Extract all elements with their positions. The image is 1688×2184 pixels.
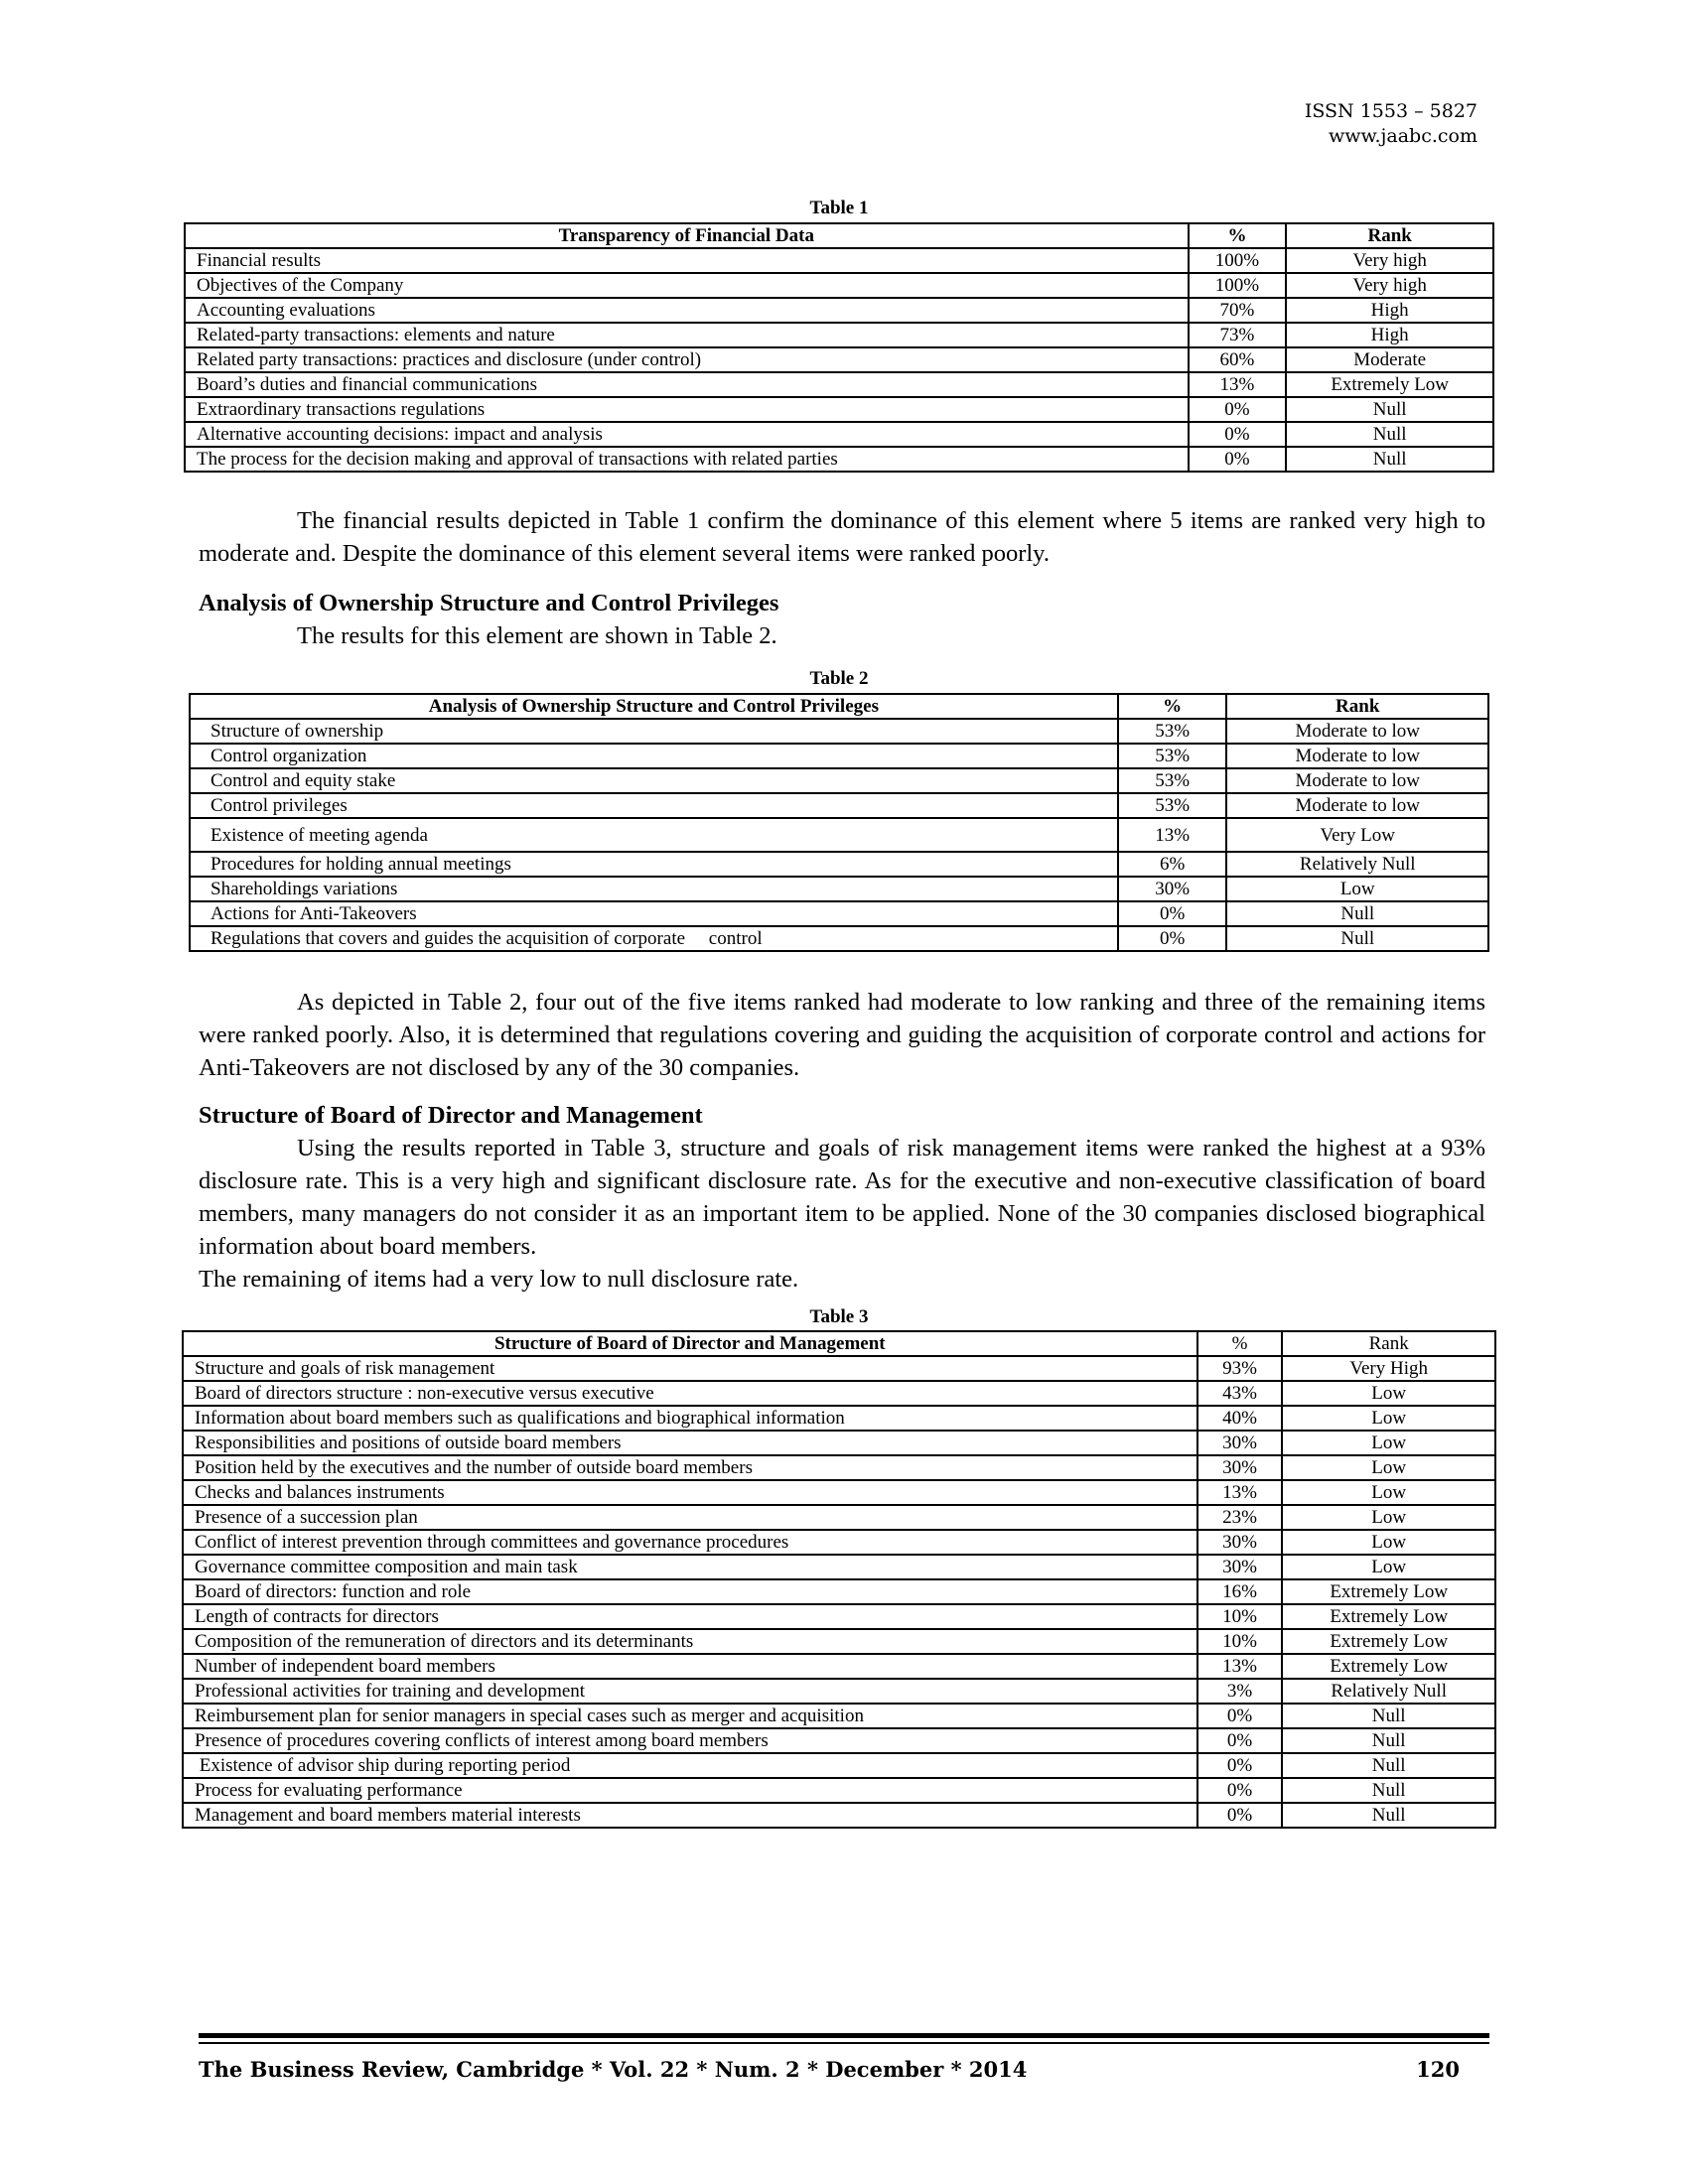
cell-item: Management and board members material interests	[183, 1803, 1197, 1828]
table-row	[185, 347, 1493, 372]
table-row	[183, 1753, 1495, 1778]
cell-rank: Low	[1282, 1431, 1495, 1455]
cell-item: Professional activities for training and development	[183, 1679, 1197, 1704]
table-row	[183, 1679, 1495, 1704]
table2-head-item: Analysis of Ownership Structure and Control Privileges	[190, 694, 1118, 719]
cell-percent: 0%	[1189, 422, 1287, 447]
cell-percent: 0%	[1118, 901, 1227, 926]
cell-item: Process for evaluating performance	[183, 1778, 1197, 1803]
table-row	[190, 768, 1488, 793]
cell-item: Number of independent board members	[183, 1654, 1197, 1679]
cell-percent: 0%	[1197, 1803, 1283, 1828]
cell-percent: 30%	[1197, 1555, 1283, 1579]
footer-rule-thin	[199, 2042, 1489, 2044]
cell-item: Board of directors: function and role	[183, 1579, 1197, 1604]
cell-percent: 3%	[1197, 1679, 1283, 1704]
table2	[189, 693, 1489, 952]
cell-item: Related-party transactions: elements and nature	[185, 323, 1189, 347]
table-row	[183, 1480, 1495, 1505]
cell-item: Extraordinary transactions regulations	[185, 397, 1189, 422]
table-row	[183, 1704, 1495, 1728]
cell-item: Regulations that covers and guides the acquisition of corporate control	[190, 926, 1118, 951]
table-row	[185, 372, 1493, 397]
cell-percent: 40%	[1197, 1406, 1283, 1431]
cell-percent: 53%	[1118, 768, 1227, 793]
cell-percent: 13%	[1189, 372, 1287, 397]
cell-rank: Low	[1282, 1530, 1495, 1555]
cell-percent: 73%	[1189, 323, 1287, 347]
cell-rank: Null	[1282, 1778, 1495, 1803]
cell-item: Shareholdings variations	[190, 877, 1118, 901]
cell-rank: Low	[1282, 1480, 1495, 1505]
cell-percent: 0%	[1197, 1728, 1283, 1753]
cell-percent: 53%	[1118, 719, 1227, 744]
cell-percent: 30%	[1197, 1530, 1283, 1555]
cell-rank: Extremely Low	[1282, 1629, 1495, 1654]
cell-item: Length of contracts for directors	[183, 1604, 1197, 1629]
table-row	[183, 1455, 1495, 1480]
table-row	[190, 793, 1488, 818]
table-row	[185, 422, 1493, 447]
table3-head-rank: Rank	[1282, 1331, 1495, 1356]
section-heading-board: Structure of Board of Director and Management	[199, 1102, 703, 1129]
cell-rank: Null	[1282, 1803, 1495, 1828]
cell-rank: Low	[1282, 1406, 1495, 1431]
cell-percent: 70%	[1189, 298, 1287, 323]
table3-header-row	[183, 1331, 1495, 1356]
cell-percent: 13%	[1118, 818, 1227, 852]
paragraph-text-continued: The remaining of items had a very low to null disclosure rate.	[199, 1266, 799, 1293]
table3-caption: Table 3	[809, 1306, 869, 1327]
table-row	[183, 1803, 1495, 1828]
page-footer	[199, 2057, 1460, 2082]
cell-percent: 53%	[1118, 744, 1227, 768]
cell-rank: Relatively Null	[1226, 852, 1488, 877]
cell-rank: Null	[1282, 1704, 1495, 1728]
table-row	[190, 926, 1488, 951]
table-row	[190, 744, 1488, 768]
section-heading-ownership: Analysis of Ownership Structure and Control Privileges	[199, 590, 779, 616]
cell-item: Structure of ownership	[190, 719, 1118, 744]
cell-item: Control privileges	[190, 793, 1118, 818]
table-row	[190, 818, 1488, 852]
cell-rank: Null	[1226, 926, 1488, 951]
table3-head-item: Structure of Board of Director and Management	[183, 1331, 1197, 1356]
cell-rank: Low	[1282, 1505, 1495, 1530]
cell-rank: Moderate to low	[1226, 768, 1488, 793]
cell-item: Responsibilities and positions of outside board members	[183, 1431, 1197, 1455]
table-row	[183, 1629, 1495, 1654]
paragraph-text: The financial results depicted in Table 1 confirm the dominance of this element where 5 items are ranked very high to moderate and. Despite the dominance of this element several items were ranked poorly.	[199, 507, 1485, 567]
cell-percent: 53%	[1118, 793, 1227, 818]
cell-percent: 16%	[1197, 1579, 1283, 1604]
paragraph-table2-intro	[199, 619, 1485, 652]
table-row	[185, 447, 1493, 472]
cell-rank: Null	[1286, 397, 1493, 422]
cell-rank: High	[1286, 298, 1493, 323]
cell-rank: Moderate	[1286, 347, 1493, 372]
cell-rank: Low	[1226, 877, 1488, 901]
cell-rank: Extremely Low	[1286, 372, 1493, 397]
cell-percent: 0%	[1118, 926, 1227, 951]
table-row	[183, 1604, 1495, 1629]
table-row	[190, 877, 1488, 901]
table-row	[185, 248, 1493, 273]
cell-item: Conflict of interest prevention through committees and governance procedures	[183, 1530, 1197, 1555]
cell-rank: Relatively Null	[1282, 1679, 1495, 1704]
cell-percent: 10%	[1197, 1604, 1283, 1629]
cell-item: Presence of a succession plan	[183, 1505, 1197, 1530]
cell-rank: Null	[1286, 422, 1493, 447]
table2-header-row	[190, 694, 1488, 719]
cell-percent: 10%	[1197, 1629, 1283, 1654]
cell-percent: 100%	[1189, 248, 1287, 273]
table-row	[183, 1356, 1495, 1381]
issn-number: ISSN 1553 – 5827	[1304, 100, 1477, 122]
cell-percent: 30%	[1197, 1455, 1283, 1480]
table2-head-rank: Rank	[1226, 694, 1488, 719]
cell-rank: Very high	[1286, 273, 1493, 298]
cell-item: Governance committee composition and main task	[183, 1555, 1197, 1579]
table-row	[183, 1530, 1495, 1555]
issn-block	[1305, 99, 1477, 149]
table-row	[185, 323, 1493, 347]
cell-rank: High	[1286, 323, 1493, 347]
cell-item: Composition of the remuneration of directors and its determinants	[183, 1629, 1197, 1654]
cell-rank: Null	[1282, 1753, 1495, 1778]
cell-rank: Very High	[1282, 1356, 1495, 1381]
table-row	[183, 1579, 1495, 1604]
page-number: 120	[1416, 2057, 1460, 2082]
table-row	[183, 1778, 1495, 1803]
cell-percent: 43%	[1197, 1381, 1283, 1406]
cell-item: Actions for Anti-Takeovers	[190, 901, 1118, 926]
table-row	[183, 1728, 1495, 1753]
table-row	[185, 397, 1493, 422]
cell-rank: Low	[1282, 1455, 1495, 1480]
cell-item: Procedures for holding annual meetings	[190, 852, 1118, 877]
cell-item: Existence of advisor ship during reporting period	[183, 1753, 1197, 1778]
cell-item: Alternative accounting decisions: impact and analysis	[185, 422, 1189, 447]
cell-rank: Low	[1282, 1555, 1495, 1579]
table-row	[185, 298, 1493, 323]
cell-percent: 0%	[1197, 1753, 1283, 1778]
cell-percent: 93%	[1197, 1356, 1283, 1381]
table-row	[183, 1505, 1495, 1530]
paragraph-text: The results for this element are shown in Table 2.	[297, 622, 777, 649]
cell-item: Accounting evaluations	[185, 298, 1189, 323]
cell-percent: 23%	[1197, 1505, 1283, 1530]
cell-percent: 13%	[1197, 1654, 1283, 1679]
cell-rank: Extremely Low	[1282, 1654, 1495, 1679]
table-row	[183, 1381, 1495, 1406]
cell-item: Control organization	[190, 744, 1118, 768]
journal-url: www.jaabc.com	[1328, 125, 1477, 147]
cell-item: Existence of meeting agenda	[190, 818, 1118, 852]
footer-rule-thick	[199, 2033, 1489, 2038]
cell-percent: 30%	[1197, 1431, 1283, 1455]
cell-item: Financial results	[185, 248, 1189, 273]
table-row	[190, 901, 1488, 926]
table-row	[183, 1406, 1495, 1431]
cell-rank: Null	[1286, 447, 1493, 472]
table1-head-rank: Rank	[1286, 223, 1493, 248]
cell-rank: Very Low	[1226, 818, 1488, 852]
cell-rank: Moderate to low	[1226, 719, 1488, 744]
cell-rank: Moderate to low	[1226, 744, 1488, 768]
table-row	[183, 1431, 1495, 1455]
footer-journal: The Business Review, Cambridge * Vol. 22 * Num. 2 * December * 2014	[199, 2057, 1028, 2082]
cell-percent: 100%	[1189, 273, 1287, 298]
table3-head-pct: %	[1197, 1331, 1283, 1356]
table-row	[190, 852, 1488, 877]
table-row	[190, 719, 1488, 744]
cell-item: Reimbursement plan for senior managers in special cases such as merger and acquisition	[183, 1704, 1197, 1728]
table2-head-pct: %	[1118, 694, 1227, 719]
paragraph-board-discussion	[199, 1132, 1485, 1296]
cell-percent: 13%	[1197, 1480, 1283, 1505]
cell-rank: Null	[1282, 1728, 1495, 1753]
cell-percent: 0%	[1197, 1704, 1283, 1728]
table2-caption: Table 2	[809, 668, 869, 689]
table-row	[183, 1654, 1495, 1679]
cell-item: Checks and balances instruments	[183, 1480, 1197, 1505]
cell-item: Presence of procedures covering conflicts of interest among board members	[183, 1728, 1197, 1753]
table1-head-pct: %	[1189, 223, 1287, 248]
table3	[182, 1330, 1496, 1829]
cell-percent: 6%	[1118, 852, 1227, 877]
paragraph-table1-discussion	[199, 504, 1485, 570]
paragraph-text: Using the results reported in Table 3, structure and goals of risk management items were ranked the highest at a 93% disclosure rate. This is a very high and significant disclosure rate. As for the executive and non-executive classification of board members, many managers do not consider it as an important item to be applied. None of the 30 companies disclosed biographical information about board members.	[199, 1135, 1485, 1260]
cell-rank: Extremely Low	[1282, 1604, 1495, 1629]
table-row	[183, 1555, 1495, 1579]
table-row	[185, 273, 1493, 298]
cell-item: The process for the decision making and approval of transactions with related parties	[185, 447, 1189, 472]
cell-item: Position held by the executives and the number of outside board members	[183, 1455, 1197, 1480]
cell-percent: 60%	[1189, 347, 1287, 372]
cell-item: Related party transactions: practices and disclosure (under control)	[185, 347, 1189, 372]
cell-rank: Very high	[1286, 248, 1493, 273]
paragraph-table2-discussion	[199, 986, 1485, 1084]
cell-rank: Null	[1226, 901, 1488, 926]
cell-item: Structure and goals of risk management	[183, 1356, 1197, 1381]
cell-percent: 0%	[1189, 447, 1287, 472]
cell-rank: Moderate to low	[1226, 793, 1488, 818]
table1-head-item: Transparency of Financial Data	[185, 223, 1189, 248]
cell-item: Objectives of the Company	[185, 273, 1189, 298]
cell-percent: 30%	[1118, 877, 1227, 901]
table1	[184, 222, 1494, 473]
cell-item: Board’s duties and financial communications	[185, 372, 1189, 397]
cell-percent: 0%	[1189, 397, 1287, 422]
cell-rank: Extremely Low	[1282, 1579, 1495, 1604]
table1-caption: Table 1	[809, 198, 869, 218]
cell-percent: 0%	[1197, 1778, 1283, 1803]
cell-item: Board of directors structure : non-executive versus executive	[183, 1381, 1197, 1406]
table1-header-row	[185, 223, 1493, 248]
cell-item: Information about board members such as qualifications and biographical information	[183, 1406, 1197, 1431]
paragraph-text: As depicted in Table 2, four out of the five items ranked had moderate to low ranking and three of the remaining items were ranked poorly. Also, it is determined that regulations covering and guiding the acquisition of corporate control and actions for Anti-Takeovers are not disclosed by any of the 30 companies.	[199, 989, 1485, 1081]
cell-rank: Low	[1282, 1381, 1495, 1406]
cell-item: Control and equity stake	[190, 768, 1118, 793]
